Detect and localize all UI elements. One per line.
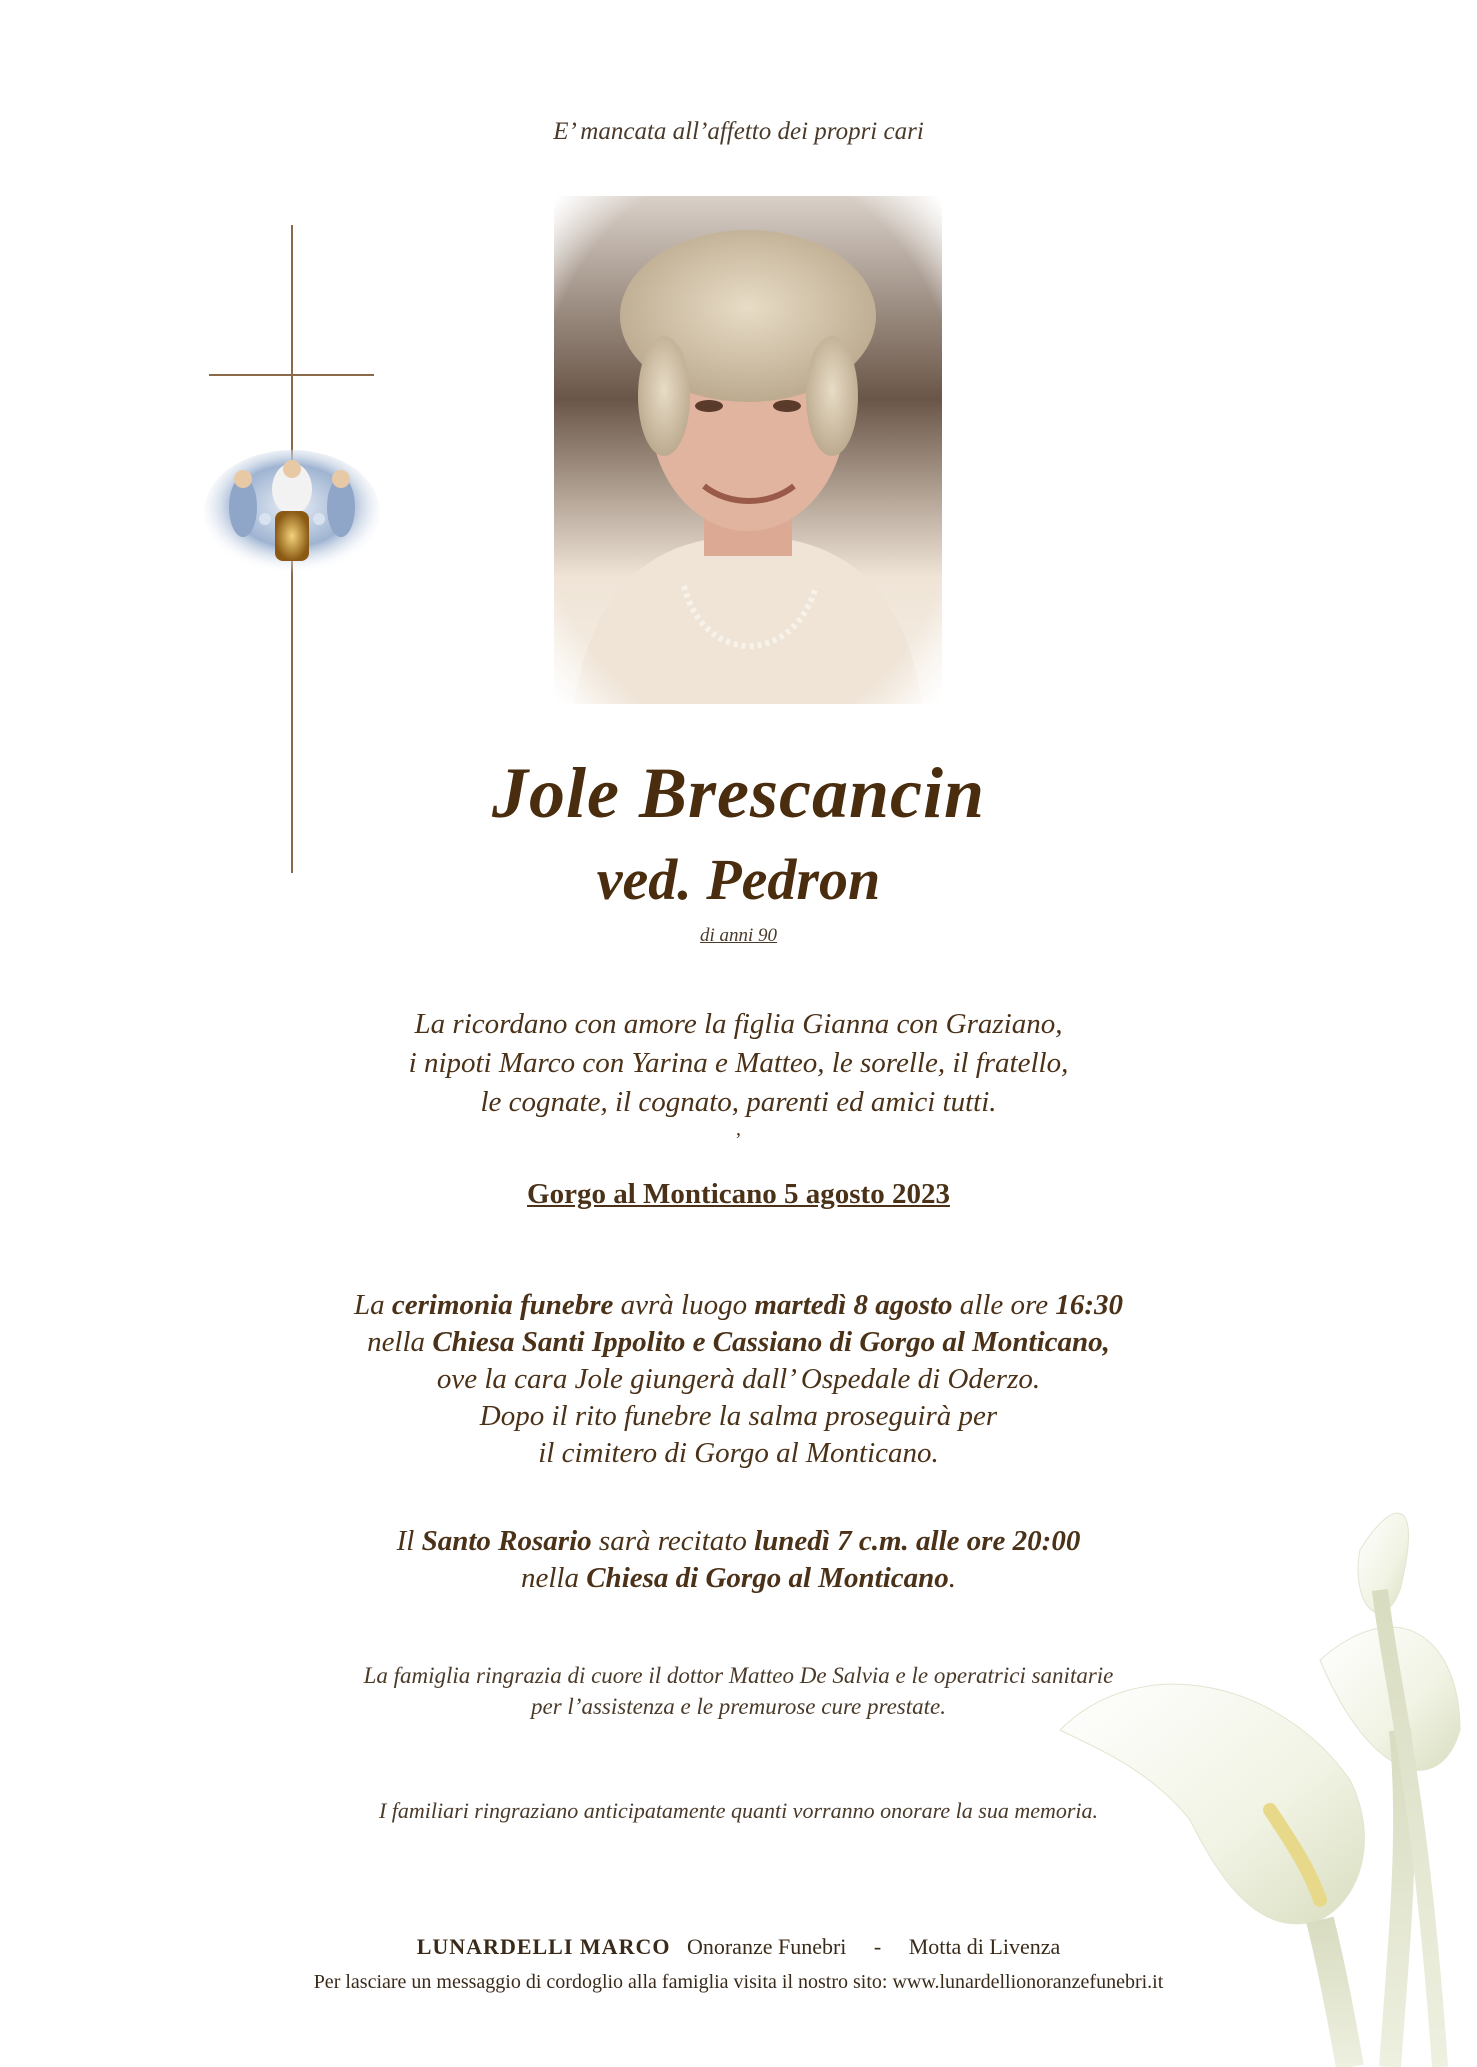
portrait-photo — [554, 196, 942, 704]
place-date: Gorgo al Monticano 5 agosto 2023 — [527, 1178, 950, 1210]
company-town: Motta di Livenza — [908, 1934, 1061, 1959]
ceremony-line-4: Dopo il rito funebre la salma proseguirà per — [479, 1400, 998, 1432]
family-line: i nipoti Marco con Yarina e Matteo, le sorelle, il fratello, — [408, 1047, 1069, 1079]
family-announcement — [0, 1005, 1477, 1122]
married-name: ved. Pedron — [596, 847, 881, 912]
age-text: di anni 90 — [699, 925, 778, 946]
thanks-final: I familiari ringraziano anticipatamente quanti vorranno onorare la sua memoria. — [378, 1798, 1099, 1823]
ceremony-line-5: il cimitero di Gorgo al Monticano. — [538, 1437, 939, 1469]
deceased-name: Jole Brescancin — [492, 753, 985, 833]
footer-message: Per lasciare un messaggio di cordoglio alla famiglia visita il nostro sito: www.lunardellionoranzefunebri.it — [313, 1971, 1164, 1993]
ceremony-line-1: La cerimonia funebre avrà luogo martedì 8 agosto alle ore 16:30 — [353, 1289, 1124, 1321]
ceremony-details — [0, 1287, 1477, 1472]
thanks-line: per l’assistenza e le premurose cure prestate. — [531, 1694, 946, 1719]
company-service: Onoranze Funebri — [686, 1934, 847, 1959]
thanks-message — [0, 1660, 1477, 1722]
footer-separator: - — [873, 1934, 882, 1959]
thanks-line: La famiglia ringrazia di cuore il dottor Matteo De Salvia e le operatrici sanitarie — [363, 1663, 1114, 1688]
family-line: le cognate, il cognato, parenti ed amici tutti. — [480, 1086, 997, 1118]
family-line: La ricordano con amore la figlia Gianna con Graziano, — [414, 1008, 1063, 1040]
cross-horizontal-bar — [209, 374, 374, 376]
ceremony-line-2: nella Chiesa Santi Ippolito e Cassiano di Gorgo al Monticano, — [367, 1326, 1110, 1358]
company-name: LUNARDELLI MARCO — [416, 1934, 671, 1959]
ceremony-line-3: ove la cara Jole giungerà dall’ Ospedale di Oderzo. — [436, 1363, 1041, 1395]
intro-text: E’ mancata all’affetto dei propri cari — [553, 118, 924, 145]
rosary-line-2: nella Chiesa di Gorgo al Monticano. — [520, 1562, 957, 1594]
comma-mark: , — [736, 1118, 741, 1140]
rosary-line-1: Il Santo Rosario sarà recitato lunedì 7 c.m. alle ore 20:00 — [396, 1525, 1081, 1557]
footer-company — [0, 1934, 1477, 1960]
madonna-image — [203, 449, 381, 575]
